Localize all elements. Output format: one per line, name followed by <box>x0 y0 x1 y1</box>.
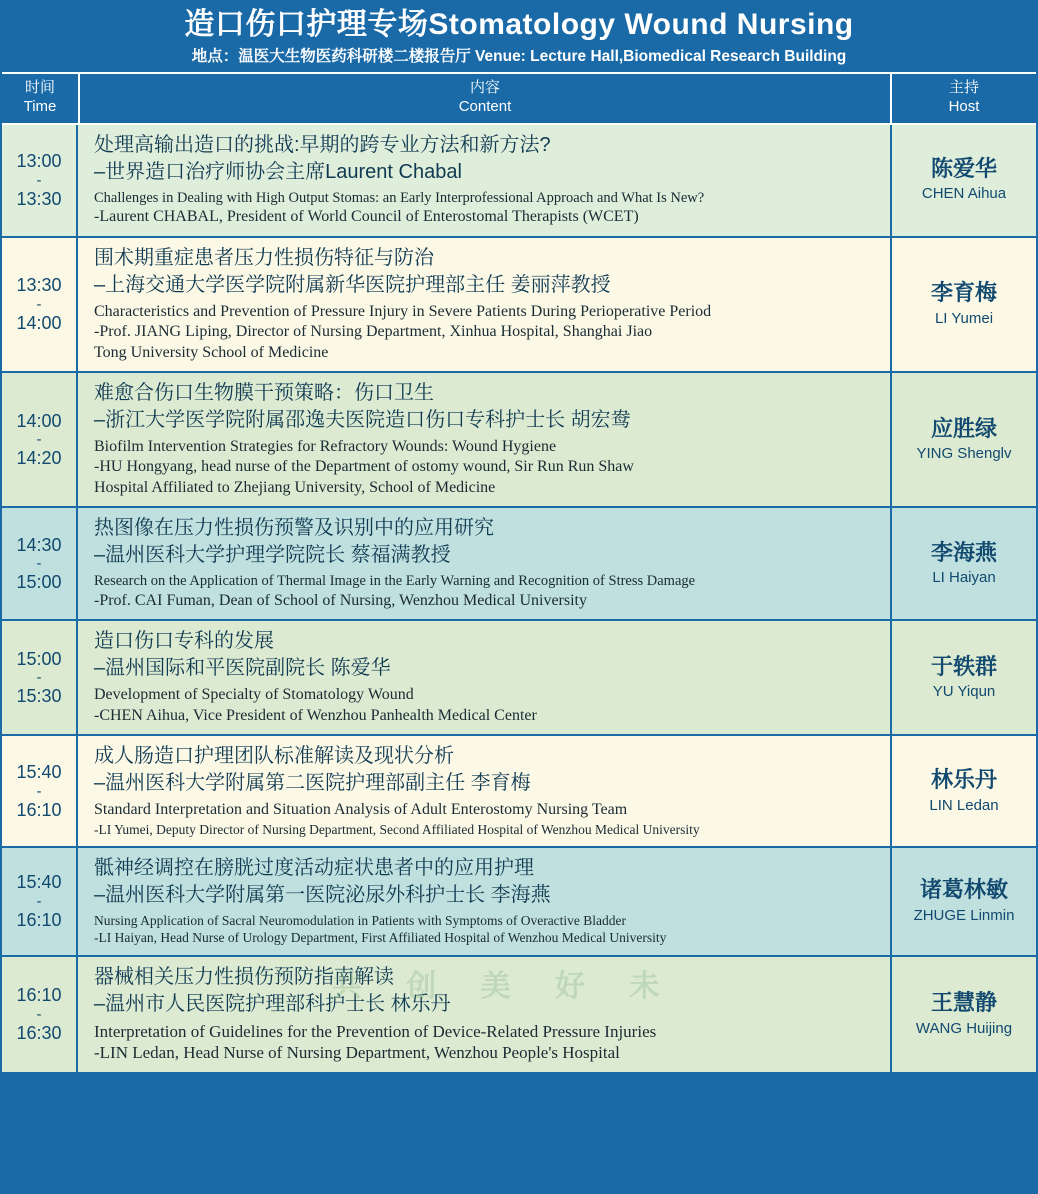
session-time <box>2 957 78 1073</box>
page-title: 造口伤口护理专场Stomatology Wound Nursing <box>184 8 854 41</box>
time-end: 13:30 <box>16 188 62 209</box>
time-end: 14:00 <box>16 312 62 333</box>
time-end: 15:00 <box>16 572 62 593</box>
time-dash: - <box>36 782 42 800</box>
session-title-cn: 热图像在压力性损伤预警及识别中的应用研究 <box>94 517 494 540</box>
table-row <box>2 957 1036 1073</box>
session-title-en: Characteristics and Prevention of Pressure Injury in Severe Patients During Perioperative Period <box>94 302 712 320</box>
time-start: 16:10 <box>16 985 62 1006</box>
session-content <box>78 957 892 1073</box>
time-start: 14:30 <box>16 534 62 555</box>
schedule-table <box>2 72 1036 1192</box>
session-time <box>2 125 78 236</box>
session-host <box>892 508 1036 619</box>
session-host <box>892 373 1036 506</box>
session-speaker-en: -CHEN Aihua, Vice President of Wenzhou Panhealth Medical Center <box>94 706 537 724</box>
session-time <box>2 621 78 734</box>
host-name-cn: 于轶群 <box>930 653 997 679</box>
table-row <box>2 621 1036 736</box>
session-title-cn: 围术期重症患者压力性损伤特征与防治 <box>94 246 434 269</box>
column-header-host-en: Host <box>948 97 980 115</box>
host-name-en: CHEN Aihua <box>921 185 1007 203</box>
session-host <box>892 957 1036 1073</box>
time-end: 15:30 <box>16 686 62 707</box>
time-dash: - <box>36 892 42 910</box>
session-speaker-cn: –世界造口治疗师协会主席Laurent Chabal <box>94 160 462 183</box>
session-host <box>892 621 1036 734</box>
session-content <box>78 621 892 734</box>
session-title-cn: 处理高输出造口的挑战:早期的跨专业方法和新方法? <box>94 133 551 156</box>
column-header-host-cn: 主持 <box>948 79 979 97</box>
session-title-en: Nursing Application of Sacral Neuromodulation in Patients with Symptoms of Overactive Bladder <box>94 913 627 929</box>
host-name-cn: 李海燕 <box>930 539 997 565</box>
session-speaker-cn: –温州市人民医院护理部科护士长 林乐丹 <box>94 992 451 1015</box>
time-end: 16:10 <box>16 909 62 930</box>
time-end: 14:20 <box>16 448 62 469</box>
host-name-en: LI Haiyan <box>932 569 996 587</box>
session-speaker-en-cont: Hospital Affiliated to Zhejiang University, School of Medicine <box>94 478 496 496</box>
session-content <box>78 238 892 371</box>
session-speaker-cn: –温州医科大学附属第一医院泌尿外科护士长 李海燕 <box>94 884 551 907</box>
time-start: 14:00 <box>16 410 62 431</box>
session-speaker-cn: –上海交通大学医学院附属新华医院护理部主任 姜丽萍教授 <box>94 273 611 296</box>
session-content <box>78 736 892 846</box>
watermark-text: 共 创 美 好 未 <box>332 969 678 1003</box>
host-name-en: WANG Huijing <box>915 1019 1013 1037</box>
host-name-cn: 诸葛林敏 <box>919 877 1008 903</box>
session-speaker-cn: –温州医科大学附属第二医院护理部副主任 李育梅 <box>94 772 531 795</box>
session-content <box>78 848 892 955</box>
time-start: 13:30 <box>16 275 62 296</box>
host-name-cn: 林乐丹 <box>930 767 997 793</box>
session-content <box>78 508 892 619</box>
session-title-en: Standard Interpretation and Situation Analysis of Adult Enterostomy Nursing Team <box>94 801 628 819</box>
session-time <box>2 238 78 371</box>
time-start: 15:40 <box>16 762 62 783</box>
table-row <box>2 238 1036 373</box>
session-time <box>2 508 78 619</box>
session-title-en: Challenges in Dealing with High Output Stomas: an Early Interprofessional Approach and What Is New? <box>94 189 705 206</box>
column-header-content <box>80 74 892 123</box>
host-name-en: YING Shenglv <box>916 445 1012 463</box>
session-host <box>892 736 1036 846</box>
host-name-en: LI Yumei <box>934 309 994 327</box>
session-content <box>78 125 892 236</box>
session-speaker-cn: –浙江大学医学院附属邵逸夫医院造口伤口专科护士长 胡宏鸯 <box>94 409 631 432</box>
session-speaker-en: -HU Hongyang, head nurse of the Department of ostomy wound, Sir Run Run Shaw <box>94 458 634 476</box>
column-header-content-en: Content <box>458 97 512 115</box>
session-title-en: Research on the Application of Thermal Image in the Early Warning and Recognition of Stress Damage <box>94 573 696 590</box>
time-dash: - <box>36 1005 42 1023</box>
table-row <box>2 373 1036 508</box>
session-time <box>2 848 78 955</box>
session-title-cn: 难愈合伤口生物膜干预策略：伤口卫生 <box>94 382 434 405</box>
session-title-en: Biofilm Intervention Strategies for Refractory Wounds: Wound Hygiene <box>94 438 557 456</box>
session-host <box>892 238 1036 371</box>
time-dash: - <box>36 171 42 189</box>
host-name-cn: 应胜绿 <box>930 415 997 441</box>
session-speaker-en: -Laurent CHABAL, President of World Council of Enterostomal Therapists (WCET) <box>94 208 639 226</box>
table-row <box>2 848 1036 957</box>
time-start: 15:00 <box>16 648 62 669</box>
time-dash: - <box>36 669 42 687</box>
session-title-en: Interpretation of Guidelines for the Prevention of Device-Related Pressure Injuries <box>94 1021 657 1041</box>
time-end: 16:30 <box>16 1022 62 1043</box>
session-speaker-en: -LIN Ledan, Head Nurse of Nursing Department, Wenzhou People's Hospital <box>94 1043 620 1063</box>
session-speaker-en: -Prof. CAI Fuman, Dean of School of Nursing, Wenzhou Medical University <box>94 591 587 609</box>
host-name-en: LIN Ledan <box>929 796 999 814</box>
session-speaker-cn: –温州医科大学护理学院院长 蔡福满教授 <box>94 544 451 567</box>
column-header-content-cn: 内容 <box>469 79 500 97</box>
column-header-host <box>892 74 1036 123</box>
poster-header <box>0 0 1038 72</box>
session-title-cn: 骶神经调控在膀胱过度活动症状患者中的应用护理 <box>94 857 534 880</box>
session-title-cn: 器械相关压力性损伤预防指南解读 <box>94 965 394 988</box>
time-start: 13:00 <box>16 150 62 171</box>
time-dash: - <box>36 555 42 573</box>
venue-line: 地点：温医大生物医药科研楼二楼报告厅 Venue: Lecture Hall,Biomedical Research Building <box>191 47 847 65</box>
table-row <box>2 125 1036 238</box>
host-name-cn: 王慧静 <box>930 990 997 1016</box>
host-name-cn: 李育梅 <box>930 280 997 306</box>
table-row <box>2 736 1036 848</box>
session-time <box>2 373 78 506</box>
time-dash: - <box>36 431 42 449</box>
host-name-en: ZHUGE Linmin <box>913 906 1015 924</box>
host-name-cn: 陈爱华 <box>930 156 997 182</box>
time-start: 15:40 <box>16 872 62 893</box>
session-speaker-en: -LI Haiyan, Head Nurse of Urology Department, First Affiliated Hospital of Wenzhou Medical University <box>94 930 667 946</box>
session-speaker-cn: –温州国际和平医院副院长 陈爱华 <box>94 657 391 680</box>
table-row <box>2 508 1036 621</box>
session-speaker-en: -Prof. JIANG Liping, Director of Nursing Department, Xinhua Hospital, Shanghai Jiao <box>94 323 653 341</box>
session-title-en: Development of Specialty of Stomatology Wound <box>94 686 414 704</box>
session-title-cn: 成人肠造口护理团队标准解读及现状分析 <box>94 745 454 768</box>
time-end: 16:10 <box>16 799 62 820</box>
session-time <box>2 736 78 846</box>
session-speaker-en: -LI Yumei, Deputy Director of Nursing Department, Second Affiliated Hospital of Wenzhou Medical University <box>94 821 700 837</box>
session-speaker-en-cont: Tong University School of Medicine <box>94 343 329 361</box>
session-host <box>892 125 1036 236</box>
session-title-cn: 造口伤口专科的发展 <box>94 630 274 653</box>
table-header-row <box>2 74 1036 125</box>
host-name-en: YU Yiqun <box>932 683 996 701</box>
time-dash: - <box>36 295 42 313</box>
column-header-time-cn: 时间 <box>24 79 55 97</box>
session-content <box>78 373 892 506</box>
session-host <box>892 848 1036 955</box>
column-header-time-en: Time <box>23 97 57 115</box>
column-header-time <box>2 74 80 123</box>
